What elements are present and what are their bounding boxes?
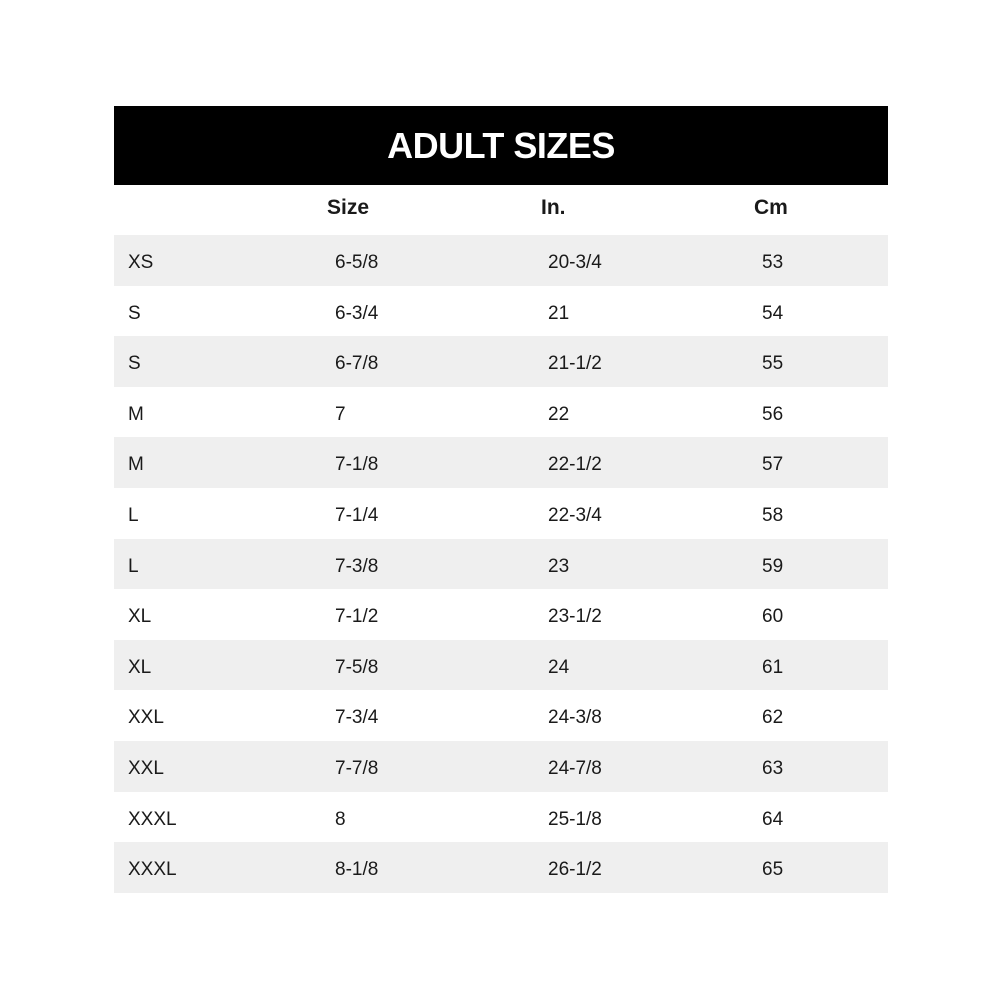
hat-size-cell: 7-1/8: [335, 454, 379, 476]
size-label-cell: XXXL: [128, 808, 177, 830]
cm-cell: 60: [762, 606, 784, 628]
table-row: [114, 488, 888, 539]
hat-size-cell: 8-1/8: [335, 859, 379, 881]
inches-cell: 24-7/8: [548, 757, 602, 779]
hat-size-cell: 7-3/4: [335, 707, 379, 729]
hat-size-cell: 8: [335, 808, 346, 830]
inches-cell: 21-1/2: [548, 353, 602, 375]
size-label-cell: XXL: [128, 707, 164, 729]
inches-cell: 25-1/8: [548, 808, 602, 830]
size-label-cell: M: [128, 403, 144, 425]
table-row: [114, 589, 888, 640]
size-label-cell: L: [128, 504, 139, 526]
hat-size-cell: 7-1/4: [335, 504, 379, 526]
hat-size-cell: 7: [335, 403, 346, 425]
size-label-cell: XL: [128, 656, 152, 678]
size-label-cell: L: [128, 555, 139, 577]
table-row: [114, 842, 888, 893]
hat-size-cell: 7-7/8: [335, 757, 379, 779]
size-label-cell: M: [128, 454, 144, 476]
inches-cell: 24: [548, 656, 570, 678]
inches-cell: 24-3/8: [548, 707, 602, 729]
cm-cell: 61: [762, 656, 784, 678]
table-row: [114, 792, 888, 843]
cm-cell: 64: [762, 808, 784, 830]
hat-size-cell: 6-5/8: [335, 252, 379, 273]
table-row: [114, 539, 888, 590]
size-label-cell: XXL: [128, 757, 164, 779]
table-header: [114, 185, 888, 235]
column-header-size: Size: [327, 196, 370, 219]
cm-cell: 54: [762, 302, 784, 324]
table-row: [114, 286, 888, 337]
table-row: [114, 640, 888, 691]
cm-cell: 62: [762, 707, 784, 729]
hat-size-cell: 7-1/2: [335, 606, 379, 628]
cm-cell: 55: [762, 353, 784, 375]
cm-cell: 65: [762, 859, 784, 881]
size-label-cell: S: [128, 302, 141, 324]
table-body: [114, 235, 888, 893]
cm-cell: 53: [762, 252, 784, 273]
table-row: [114, 336, 888, 387]
table-row: [114, 235, 888, 286]
size-label-cell: XL: [128, 606, 152, 628]
hat-size-cell: 6-3/4: [335, 302, 379, 324]
table-row: [114, 437, 888, 488]
column-header-inches: In.: [541, 196, 566, 219]
cm-cell: 57: [762, 454, 784, 476]
chart-title: ADULT SIZES: [114, 106, 888, 185]
cm-cell: 63: [762, 757, 784, 779]
inches-cell: 22-3/4: [548, 504, 602, 526]
size-label-cell: S: [128, 353, 141, 375]
cm-cell: 58: [762, 504, 784, 526]
inches-cell: 22-1/2: [548, 454, 602, 476]
table-row: [114, 741, 888, 792]
cm-cell: 56: [762, 403, 784, 425]
inches-cell: 21: [548, 302, 570, 324]
hat-size-cell: 7-5/8: [335, 656, 379, 678]
inches-cell: 26-1/2: [548, 859, 602, 881]
inches-cell: 23: [548, 555, 570, 577]
hat-size-cell: 6-7/8: [335, 353, 379, 375]
table-row: [114, 387, 888, 438]
inches-cell: 20-3/4: [548, 252, 602, 273]
column-header-cm: Cm: [754, 196, 788, 219]
table-row: [114, 690, 888, 741]
size-label-cell: XXXL: [128, 859, 177, 881]
inches-cell: 22: [548, 403, 570, 425]
size-label-cell: XS: [128, 252, 154, 273]
hat-size-cell: 7-3/8: [335, 555, 379, 577]
inches-cell: 23-1/2: [548, 606, 602, 628]
size-chart: [114, 106, 888, 893]
cm-cell: 59: [762, 555, 784, 577]
